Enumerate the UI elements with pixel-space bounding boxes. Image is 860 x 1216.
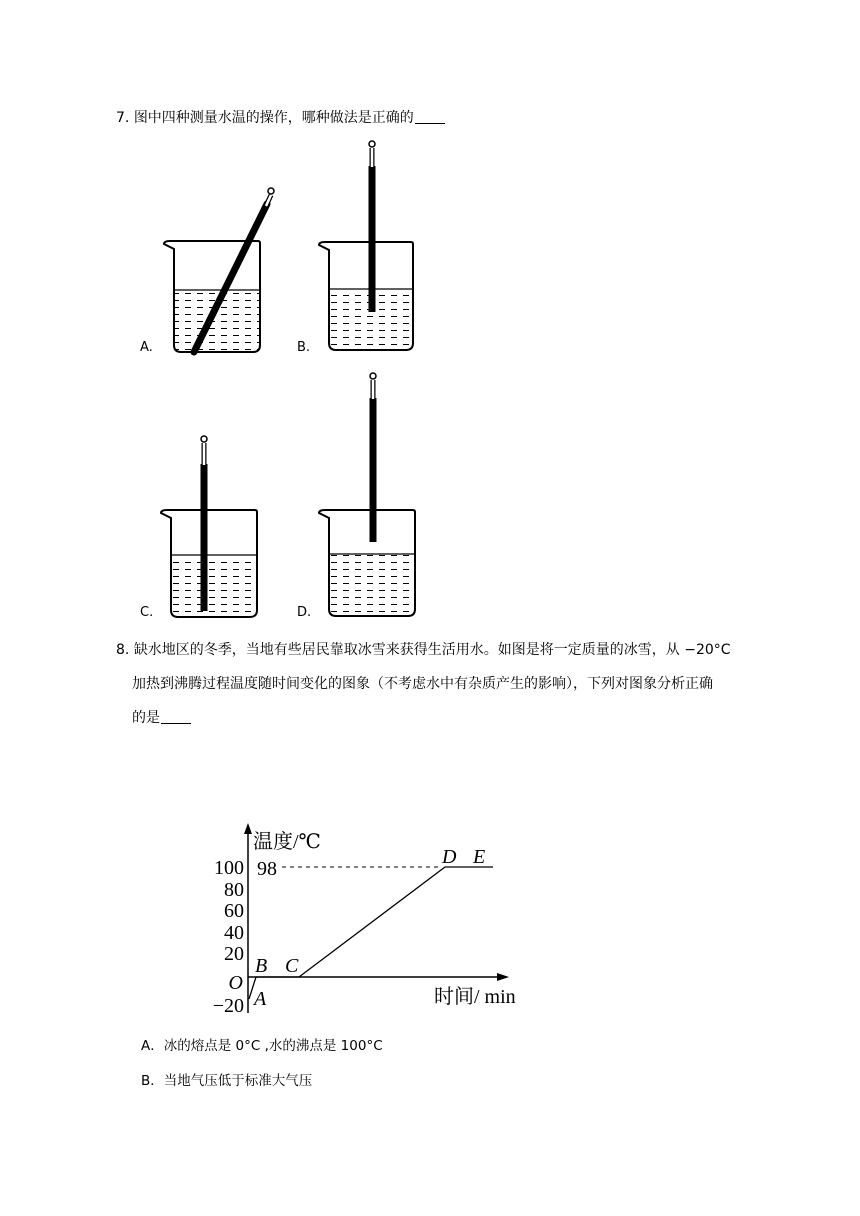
q8-choice-a[interactable] <box>141 1034 383 1054</box>
point-label-c: C <box>285 955 299 977</box>
q8-choice-b-label: B． <box>141 1073 164 1089</box>
point-label-a: A <box>254 988 267 1010</box>
q8-choice-b[interactable] <box>141 1069 312 1089</box>
q8-number: 8. <box>116 642 130 658</box>
q7-number: 7. <box>116 110 130 126</box>
q7-option-d: D. <box>297 605 312 620</box>
y-tick-80: 80 <box>224 879 244 901</box>
q8-choice-a-label: A． <box>141 1038 164 1054</box>
q8-text-line1: 缺水地区的冬季，当地有些居民靠取冰雪来获得生活用水。如图是将一定质量的冰雪，从 −20°C <box>133 642 731 658</box>
y-tick-20: 20 <box>224 943 244 965</box>
y-tick-neg20: −20 <box>212 995 244 1017</box>
beaker-figure-a <box>160 185 290 360</box>
beaker-figure-d <box>318 370 428 622</box>
point-label-e: E <box>473 846 486 868</box>
q8-stem-line3 <box>132 708 191 728</box>
x-axis-label: 时间/ min <box>434 986 516 1008</box>
boiling-value-label: 98 <box>257 858 277 880</box>
y-tick-60: 60 <box>224 900 244 922</box>
q8-choice-a-text: 冰的熔点是 0°C ,水的沸点是 100°C <box>163 1038 383 1054</box>
beaker-figure-c <box>160 433 270 623</box>
y-axis-arrow <box>244 823 252 834</box>
q7-option-a: A. <box>140 340 153 355</box>
y-tick-100: 100 <box>214 857 244 879</box>
y-tick-40: 40 <box>224 922 244 944</box>
beaker-figure-b <box>318 138 428 358</box>
q7-stem <box>116 108 445 128</box>
x-axis-arrow <box>497 973 509 981</box>
q8-choice-b-text: 当地气压低于标准大气压 <box>163 1073 313 1089</box>
point-label-b: B <box>255 955 268 977</box>
q8-stem-line1 <box>116 640 731 660</box>
y-tick-origin: O <box>228 972 243 994</box>
point-label-d: D <box>442 846 457 868</box>
q7-option-c: C. <box>140 605 154 620</box>
q7-answer-blank <box>415 109 445 124</box>
y-axis-label: 温度/℃ <box>253 831 321 853</box>
q8-answer-blank <box>161 709 191 724</box>
temperature-curve <box>249 867 493 999</box>
q7-option-b: B. <box>297 340 311 355</box>
q8-stem-line2: 加热到沸腾过程温度随时间变化的图象（不考虑水中有杂质产生的影响），下列对图象分析正确 <box>132 676 713 692</box>
temperature-time-graph <box>200 820 530 1020</box>
q8-text-line3: 的是 <box>132 710 160 726</box>
q7-text: 图中四种测量水温的操作，哪种做法是正确的 <box>133 110 414 126</box>
